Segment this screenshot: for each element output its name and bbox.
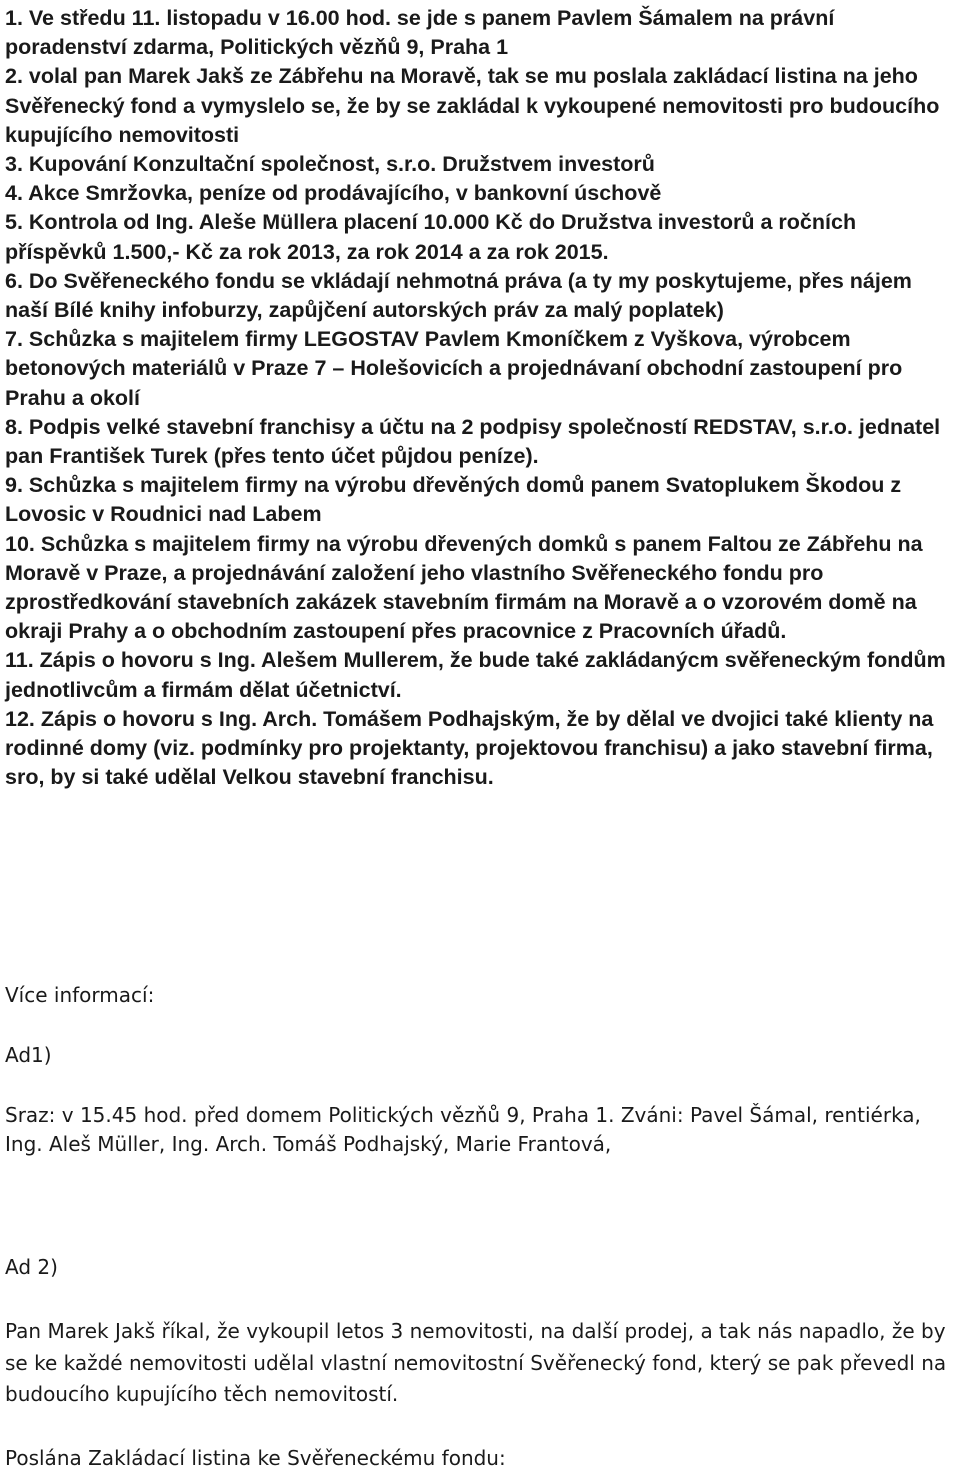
- ad2-last-line: Poslána Zakládací listina ke Svěřeneckému fondu:: [5, 1446, 506, 1470]
- ad1-label: Ad1): [5, 1043, 52, 1067]
- list-item-11: 11. Zápis o hovoru s Ing. Alešem Mullerem, že bude také zakládanýcm svěřeneckým fondům jednotlivcům a firmám dělat účetnictví.: [5, 648, 946, 702]
- numbered-list: [5, 4, 957, 792]
- list-item-7: 7. Schůzka s majitelem firmy LEGOSTAV Pavlem Kmoníčkem z Vyškova, výrobcem betonových materiálů v Praze 7 – Holešovicích a projednávaní obchodní zastoupení pro Prahu a okolí: [5, 327, 903, 410]
- list-item-9: 9. Schůzka s majitelem firmy na výrobu dřevěných domů panem Svatoplukem Škodou z Lovosic v Roudnici nad Labem: [5, 473, 902, 527]
- document-page: [5, 0, 957, 1470]
- more-info-heading: Více informací:: [5, 983, 155, 1007]
- list-item-8: 8. Podpis velké stavební franchisy a účtu na 2 podpisy společností REDSTAV, s.r.o. jednatel pan František Turek (přes tento účet půjdou peníze).: [5, 414, 941, 469]
- ad2-label: Ad 2): [5, 1255, 58, 1279]
- list-item-1: 1. Ve středu 11. listopadu v 16.00 hod. se jde s panem Pavlem Šámalem na právní poradenství zdarma, Politických vězňů 9, Praha 1: [5, 6, 835, 60]
- list-item-6: 6. Do Svěřeneckého fondu se vkládají nehmotná práva (a ty my poskytujeme, přes nájem naší Bílé knihy infoburzy, zapůjčení autorských práv za malý poplatek): [5, 268, 912, 323]
- ad1-text: Sraz: v 15.45 hod. před domem Politických vězňů 9, Praha 1. Zváni: Pavel Šámal, rentiérka, Ing. Aleš Müller, Ing. Arch. Tomáš Podhajský, Marie Frantová,: [5, 1103, 921, 1156]
- list-item-12: 12. Zápis o hovoru s Ing. Arch. Tomášem Podhajským, že by dělal ve dvojici také klienty na rodinné domy (viz. podmínky pro projektanty, projektovou franchisu) a jako stavební firma, sro, by si také udělal Velkou stavební franchisu.: [5, 706, 934, 790]
- list-item-2: 2. volal pan Marek Jakš ze Zábřehu na Moravě, tak se mu poslala zakládací listina na jeho Svěřenecký fond a vymyslelo se, že by se zakládal k vykoupené nemovitosti pro budoucího kupujícího nemovitosti: [5, 64, 940, 147]
- list-item-4: 4. Akce Smržovka, peníze od prodávajícího, v bankovní úschově: [5, 181, 662, 206]
- list-item-10: 10. Schůzka s majitelem firmy na výrobu dřevených domků s panem Faltou ze Zábřehu na Moravě v Praze, a projednávání založení jeho vlastního Svěřeneckého fondu pro zprostředkování stavebních zakázek stavebním firmám na Moravě a o vzorovém domě na okraji Prahy a o obchodním zastoupení přes pracovnice z Pracovních úřadů.: [5, 531, 923, 644]
- ad2-text: Pan Marek Jakš říkal, že vykoupil letos 3 nemovitosti, na další prodej, a tak nás napadlo, že by se ke každé nemovitosti udělal vlastní nemovitostní Svěřenecký fond, který se pak převedl na budoucího kupujícího těch nemovitostí.: [5, 1319, 947, 1406]
- list-item-5: 5. Kontrola od Ing. Aleše Müllera placení 10.000 Kč do Družstva investorů a ročních příspěvků 1.500,- Kč za rok 2013, za rok 2014 a za rok 2015.: [5, 210, 857, 264]
- list-item-3: 3. Kupování Konzultační společnost, s.r.o. Družstvem investorů: [5, 152, 655, 177]
